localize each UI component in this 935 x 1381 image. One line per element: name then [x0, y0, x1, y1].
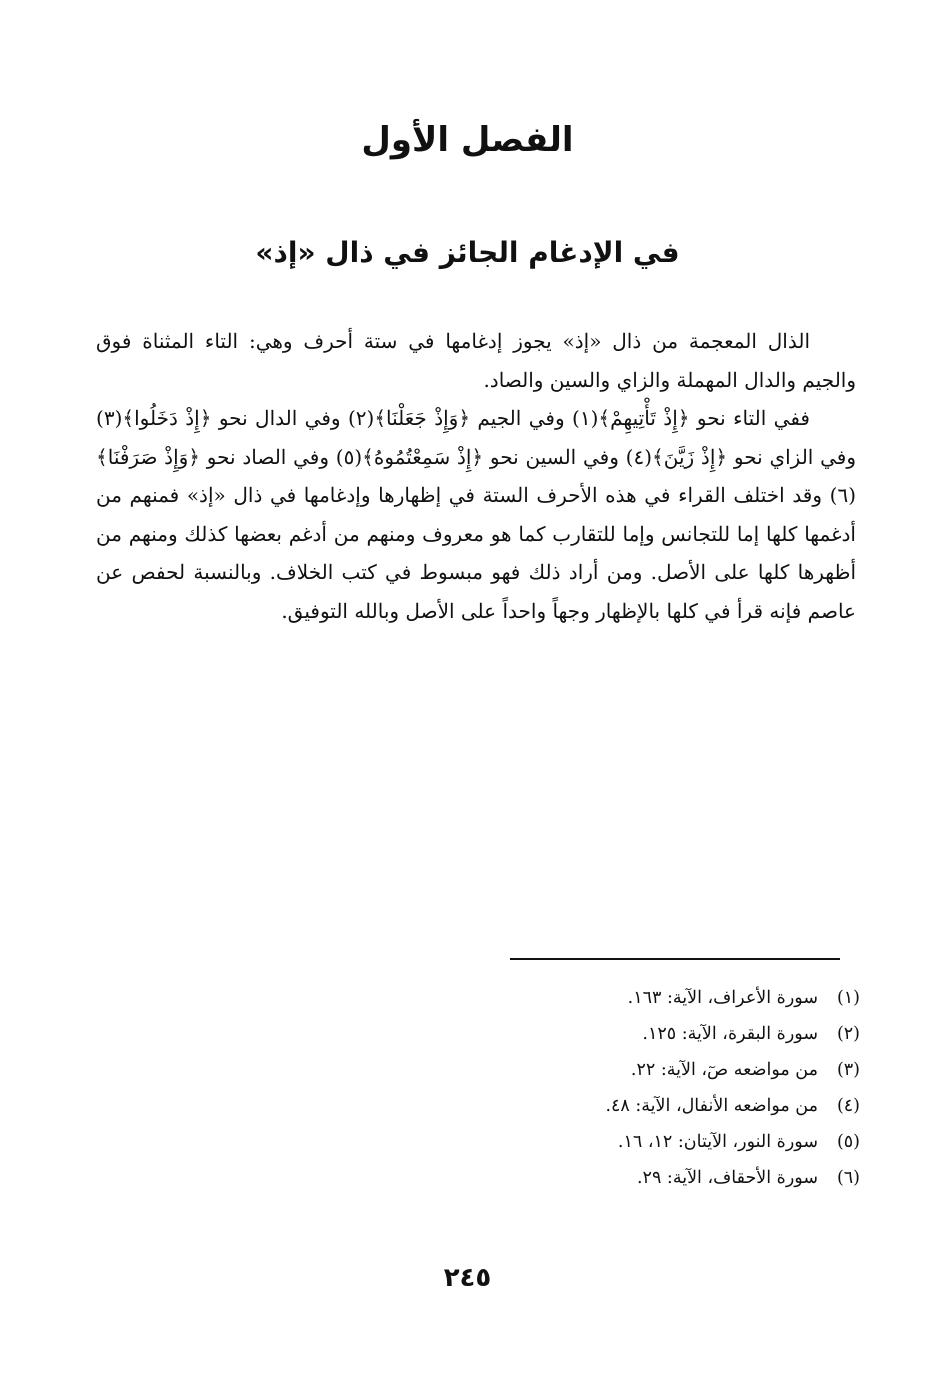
footnote-text: من مواضعه الأنفال، الآية: ٤٨.	[605, 1096, 818, 1116]
paragraph: ففي التاء نحو ﴿إِذْ تَأْتِيهِمْ﴾(١) وفي الجيم ﴿وَإِذْ جَعَلْنَا﴾(٢) وفي الدال نحو ﴿إِذْ دَخَلُوا﴾(٣) وفي الزاي نحو ﴿إِذْ زَيَّنَ﴾(٤) وفي السين نحو ﴿إِذْ سَمِعْتُمُوهُ﴾(٥) وفي الصاد نحو ﴿وَإِذْ صَرَفْنَا﴾(٦) وقد اختلف القراء في هذه الأحرف الستة في إظهارها وإدغامها في ذال «إذ» فمنهم من أدغمها كلها إما للتجانس وإما للتقارب كما هو معروف ومنهم من أدغم بعضها كذلك ومنهم من أظهرها كلها على الأصل. ومن أراد ذلك فهو مبسوط في كتب الخلاف. وبالنسبة لحفص عن عاصم فإنه قرأ في كلها بالإظهار وجهاً واحداً على الأصل وبالله التوفيق.	[96, 406, 856, 623]
footnote-number: (٢)	[836, 1024, 860, 1044]
footnote-number: (١)	[836, 988, 860, 1008]
footnote-number: (٤)	[836, 1096, 860, 1116]
footnote-text: سورة الأعراف، الآية: ١٦٣.	[627, 988, 818, 1008]
body-text	[96, 322, 856, 630]
page-number: ٢٤٥	[443, 1263, 492, 1293]
footnote-number: (٦)	[836, 1168, 860, 1188]
footnote-item	[400, 980, 860, 1016]
chapter-title: الفصل الأول	[361, 120, 574, 160]
footnote-text: سورة البقرة، الآية: ١٢٥.	[642, 1024, 818, 1044]
footnote-text: سورة النور، الآيتان: ١٢، ١٦.	[617, 1132, 818, 1152]
footnote-text: من مواضعه صٓ، الآية: ٢٢.	[630, 1060, 818, 1080]
footnote-item	[400, 1052, 860, 1088]
footnote-number: (٣)	[836, 1060, 860, 1080]
footnote-item	[400, 1016, 860, 1052]
footnote-number: (٥)	[836, 1132, 860, 1152]
footnote-text: سورة الأحقاف، الآية: ٢٩.	[636, 1168, 818, 1188]
footnote-item	[400, 1160, 860, 1196]
paragraph: الذال المعجمة من ذال «إذ» يجوز إدغامها في ستة أحرف وهي: التاء المثناة فوق والجيم والدال المهملة والزاي والسين والصاد.	[96, 329, 856, 392]
footnote-item	[400, 1088, 860, 1124]
footnotes-list	[400, 980, 860, 1196]
footnote-separator	[510, 958, 840, 960]
footnote-item	[400, 1124, 860, 1160]
section-title: في الإدغام الجائز في ذال «إذ»	[255, 236, 680, 269]
